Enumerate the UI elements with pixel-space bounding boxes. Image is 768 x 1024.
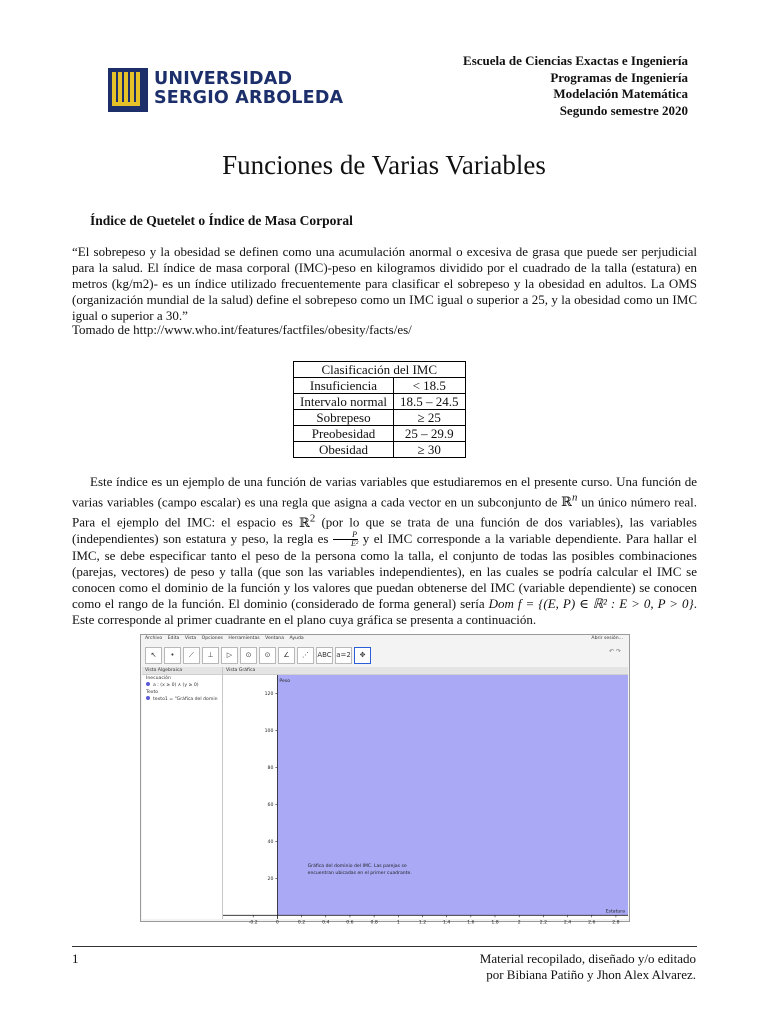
- x-tick-label: 2.6: [588, 920, 596, 926]
- body-text-4: y el IMC corresponde a la variable dependiente. Para hallar el IMC, se debe especificar tanto el peso de la persona como la talla, el conjunto de todas las posibles combinaciones (parejas, vectores) de peso y talla (que son las variables independientes), en las cuales se podría calcular el IMC se conocen como el dominio de la función y los valores que puedan obtenerse del IMC (variable dependiente) se conocen como el rango de la función. El dominio (considerado de forma general) sería: [72, 530, 697, 612]
- menu-opciones[interactable]: Opciones: [201, 636, 223, 641]
- x-tick-label: 0.4: [322, 920, 330, 926]
- university-name-line2: SERGIO ARBOLEDA: [154, 88, 344, 108]
- credit-block: [480, 951, 696, 983]
- institution-course: Modelación Matemática: [553, 86, 688, 101]
- algebra-item-text: Texto: [146, 690, 159, 695]
- y-tick-label: 60: [267, 802, 274, 808]
- x-tick-label: 2.8: [612, 920, 620, 926]
- algebra-item-text: Inecuación: [146, 676, 171, 681]
- math-r2: [299, 512, 316, 530]
- page-title: Funciones de Varias Variables: [222, 150, 546, 180]
- algebra-view: [142, 667, 223, 919]
- algebra-item-text: texto1 = "Gráfica del domin: [153, 697, 218, 702]
- table-cell-value: < 18.5: [394, 378, 466, 394]
- line-tool-icon[interactable]: ⟋: [183, 647, 200, 664]
- table-caption: Clasificación del IMC: [294, 362, 466, 378]
- geogebra-screenshot: [140, 634, 630, 926]
- fraction-denominator: E²: [350, 539, 359, 549]
- polygon-tool-icon[interactable]: ▷: [221, 647, 238, 664]
- algebra-group-label: [142, 675, 222, 682]
- algebra-item[interactable]: [142, 696, 222, 703]
- x-tick-label: 1: [396, 920, 400, 926]
- table-row: [294, 378, 466, 394]
- math-exponent: 2: [309, 512, 316, 525]
- institution-school: Escuela de Ciencias Exactas e Ingeniería: [463, 53, 688, 68]
- table-cell-label: Intervalo normal: [294, 394, 394, 410]
- fraction-numerator: P: [333, 531, 358, 540]
- table-cell-label: Obesidad: [294, 442, 394, 458]
- body-text-1: Este índice es un ejemplo de una función de varias variables que estudiaremos en el presente curso. Una función de varias variables (campo escalar) es una regla que asigna a cada vector en un subconjunto de: [72, 474, 697, 510]
- move-view-tool-icon[interactable]: ✥: [354, 647, 371, 664]
- graph-annotation: Gráfica del dominio del IMC. Las parejas se: [307, 864, 407, 870]
- institution-block: [463, 53, 688, 119]
- credit-line1: Material recopilado, diseñado y/o editado: [479, 951, 696, 966]
- reflect-tool-icon[interactable]: ⋰: [297, 647, 314, 664]
- university-name-line1: UNIVERSIDAD: [154, 69, 293, 89]
- y-axis-label: Peso: [279, 679, 291, 684]
- move-tool-icon[interactable]: ↖: [145, 647, 162, 664]
- visibility-dot-icon[interactable]: [146, 682, 150, 686]
- institution-program: Programas de Ingeniería: [550, 69, 688, 85]
- menu-ayuda[interactable]: Ayuda: [289, 636, 304, 641]
- x-tick-label: 1.8: [491, 920, 499, 926]
- login-link[interactable]: Abrir sesión...: [591, 636, 623, 641]
- first-quadrant-region: [277, 675, 628, 915]
- domain-formula: Dom f = {(E, P) ∈ ℝ² : E > 0, P > 0}: [488, 596, 694, 612]
- x-axis-label: Estatura: [605, 909, 625, 915]
- menu-herramientas[interactable]: Herramientas: [228, 636, 260, 641]
- table-caption-row: [294, 362, 466, 378]
- table-cell-label: Sobrepeso: [294, 410, 394, 426]
- geogebra-menu-bar: [145, 636, 308, 641]
- y-tick-label: 80: [267, 766, 274, 772]
- x-tick-label: 0.6: [346, 920, 354, 926]
- point-tool-icon[interactable]: •: [164, 647, 181, 664]
- x-tick-label: 0: [275, 920, 279, 926]
- math-r-symbol: ℝ: [561, 494, 572, 510]
- table-cell-value: ≥ 30: [394, 442, 466, 458]
- y-tick-label: 100: [264, 729, 274, 735]
- math-r-symbol: ℝ: [299, 514, 310, 530]
- table-row: [294, 442, 466, 458]
- text-tool-icon[interactable]: ABC: [316, 647, 333, 664]
- math-rn: [561, 494, 577, 509]
- x-tick-label: -0.2: [248, 920, 258, 926]
- imc-fraction: [333, 531, 358, 548]
- graph-annotation: encuentran ubicadas en el primer cuadrante.: [307, 871, 412, 877]
- menu-archivo[interactable]: Archivo: [145, 636, 163, 641]
- algebra-item-text: a : (x ≥ 0) ∧ (y ≥ 0): [153, 683, 199, 688]
- algebra-item[interactable]: [142, 682, 222, 689]
- table-row: [294, 394, 466, 410]
- undo-redo-icon[interactable]: ↶ ↷: [609, 648, 621, 655]
- page-number: 1: [72, 951, 79, 966]
- table-cell-value: 18.5 – 24.5: [394, 394, 466, 410]
- table-row: [294, 426, 466, 442]
- y-tick-label: 40: [267, 839, 274, 845]
- graphics-canvas[interactable]: [223, 675, 628, 926]
- slider-tool-icon[interactable]: a=2: [335, 647, 352, 664]
- body-paragraph: [72, 474, 697, 628]
- who-quote: “El sobrepeso y la obesidad se definen como una acumulación anormal o excesiva de grasa que puede ser perjudicial para la salud. El índice de masa corporal (IMC)-peso en kilogramos dividido por el cuadrado de la talla (estatura) en metros (kg/m2)- es un índice utilizado frecuentemente para clasificar el sobrepeso y la obesidad en adultos. La OMS (organización mundial de la salud) define el sobrepeso como un IMC igual o superior a 25, y la obesidad como un IMC igual o superior a 30.”: [72, 244, 697, 323]
- x-tick-label: 2: [517, 920, 521, 926]
- ellipse-tool-icon[interactable]: ⊙: [259, 647, 276, 664]
- y-tick-label: 120: [264, 692, 274, 698]
- imc-table: [293, 361, 466, 458]
- x-tick-label: 0.8: [370, 920, 378, 926]
- table-cell-value: 25 – 29.9: [394, 426, 466, 442]
- x-tick-label: 2.4: [563, 920, 572, 926]
- graphics-view-header: Vista Gráfica: [223, 667, 628, 675]
- menu-ventana[interactable]: Ventana: [265, 636, 285, 641]
- x-tick-label: 2.2: [539, 920, 548, 926]
- menu-edita[interactable]: Edita: [167, 636, 180, 641]
- visibility-dot-icon[interactable]: [146, 696, 150, 700]
- source-link[interactable]: Tomado de http://www.who.int/features/factfiles/obesity/facts/es/: [72, 322, 412, 337]
- table-cell-label: Preobesidad: [294, 426, 394, 442]
- body-text-3: (por lo que se trata de una función de dos variables), las variables (independientes) son estatura y peso, la regla es: [72, 514, 697, 546]
- x-tick-label: 1.4: [443, 920, 451, 926]
- body-text-2: un único número real. Para el ejemplo del IMC: el espacio es: [72, 494, 697, 530]
- graphics-view[interactable]: [223, 667, 628, 926]
- credit-line2: por Bibiana Patiño y Jhon Alex Alvarez.: [486, 967, 696, 982]
- circle-tool-icon[interactable]: ⊙: [240, 647, 257, 664]
- footer-divider: [72, 946, 697, 947]
- menu-vista[interactable]: Vista: [184, 636, 197, 641]
- perpendicular-tool-icon[interactable]: ⊥: [202, 647, 219, 664]
- university-name: [154, 70, 343, 108]
- table-row: [294, 410, 466, 426]
- x-tick-label: 1.2: [418, 920, 427, 926]
- y-tick-label: 20: [267, 876, 274, 882]
- body-text-5: . Este corresponde al primer cuadrante en el plano cuya gráfica se presenta a continuación.: [72, 596, 697, 628]
- x-tick-label: 0.2: [297, 920, 306, 926]
- geogebra-toolbar: [145, 647, 371, 665]
- institution-semester: Segundo semestre 2020: [559, 102, 688, 118]
- angle-tool-icon[interactable]: ∠: [278, 647, 295, 664]
- math-exponent: n: [571, 492, 578, 504]
- x-tick-label: 1.6: [467, 920, 475, 926]
- section-title: Índice de Quetelet o Índice de Masa Corporal: [90, 213, 353, 228]
- algebra-group-label: [142, 689, 222, 696]
- algebra-view-header: Vista Algebraica: [142, 667, 222, 675]
- table-cell-value: ≥ 25: [394, 410, 466, 426]
- table-cell-label: Insuficiencia: [294, 378, 394, 394]
